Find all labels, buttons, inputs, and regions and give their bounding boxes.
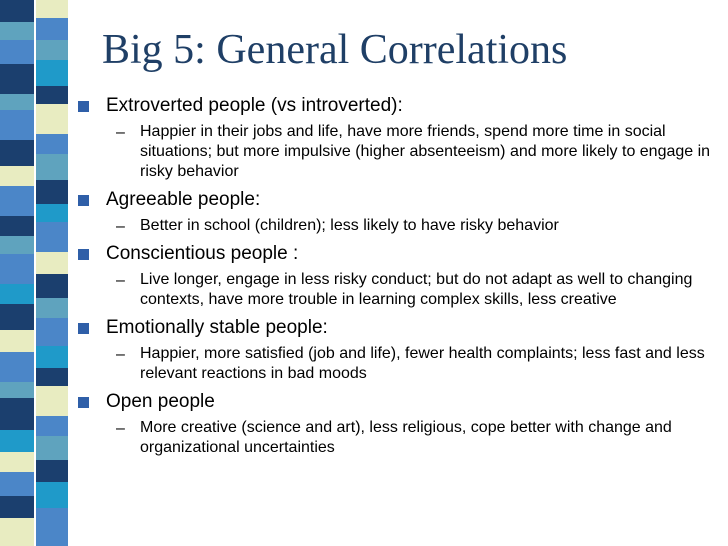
point-emotionally-stable (78, 316, 718, 384)
square-bullet-icon (78, 195, 89, 206)
stripe-block (0, 186, 34, 216)
stripe-block (0, 236, 34, 254)
sub-point (106, 270, 718, 310)
stripe-block (36, 274, 68, 298)
square-bullet-icon (78, 249, 89, 260)
stripe-block (36, 222, 68, 252)
stripe-block (36, 18, 68, 40)
sub-point-text: More creative (science and art), less religious, cope better with change and organizational uncertainties (140, 419, 672, 456)
stripe-block (0, 382, 34, 398)
stripe-block (36, 134, 68, 154)
stripe-block (0, 472, 34, 496)
point-conscientious (78, 242, 718, 310)
point-heading: Extroverted people (vs introverted): (106, 95, 403, 116)
stripe-block (36, 416, 68, 436)
dash-bullet-icon: – (116, 346, 125, 363)
sub-point-text: Happier, more satisfied (job and life), fewer health complaints; less fast and less relevant reactions in bad moods (140, 345, 705, 382)
stripe-block (0, 22, 34, 40)
stripe-block (0, 304, 34, 330)
stripe-block (0, 254, 34, 284)
sub-point-text: Better in school (children); less likely to have risky behavior (140, 217, 559, 234)
square-bullet-icon (78, 101, 89, 112)
point-heading: Conscientious people : (106, 243, 299, 264)
stripe-block (0, 0, 34, 22)
stripe-block (0, 40, 34, 64)
stripe-block (0, 352, 34, 382)
dash-bullet-icon: – (116, 272, 125, 289)
stripe-block (0, 284, 34, 304)
slide-content (78, 94, 718, 464)
stripe-block (0, 94, 34, 110)
stripe-block (36, 460, 68, 482)
square-bullet-icon (78, 397, 89, 408)
sub-point (106, 216, 718, 236)
point-open (78, 390, 718, 458)
stripe-block (36, 346, 68, 368)
sub-point-text: Happier in their jobs and life, have more friends, spend more time in social situations; but more impulsive (higher absenteeism) and more likely to engage in risky behavior (140, 123, 711, 180)
point-heading: Agreeable people: (106, 189, 261, 210)
stripe-block (36, 508, 68, 546)
stripe-block (36, 318, 68, 346)
stripe-block (36, 104, 68, 134)
stripe-block (36, 204, 68, 222)
dash-bullet-icon: – (116, 218, 125, 235)
stripe-block (36, 368, 68, 386)
stripe-column-right (36, 0, 68, 546)
slide-title: Big 5: General Correlations (102, 27, 568, 73)
point-heading: Open people (106, 391, 215, 412)
stripe-block (36, 180, 68, 204)
stripe-block (36, 298, 68, 318)
stripe-block (36, 386, 68, 416)
stripe-block (0, 452, 34, 472)
point-extroverted (78, 94, 718, 182)
stripe-block (0, 140, 34, 166)
stripe-block (36, 86, 68, 104)
stripe-block (36, 0, 68, 18)
sub-point (106, 418, 718, 458)
sub-point-text: Live longer, engage in less risky conduct; but do not adapt as well to changing contexts, have more trouble in learning complex skills, less creative (140, 271, 693, 308)
stripe-block (0, 496, 34, 518)
dash-bullet-icon: – (116, 420, 125, 437)
dash-bullet-icon: – (116, 124, 125, 141)
stripe-block (36, 60, 68, 86)
stripe-block (0, 330, 34, 352)
stripe-block (36, 154, 68, 180)
stripe-block (36, 436, 68, 460)
stripe-block (0, 216, 34, 236)
stripe-block (0, 398, 34, 430)
point-heading: Emotionally stable people: (106, 317, 328, 338)
sub-point (106, 122, 718, 182)
stripe-block (36, 482, 68, 508)
stripe-block (0, 430, 34, 452)
stripe-block (36, 40, 68, 60)
decorative-stripe-border (0, 0, 70, 546)
stripe-block (0, 110, 34, 140)
stripe-block (0, 518, 34, 546)
stripe-block (0, 166, 34, 186)
sub-point (106, 344, 718, 384)
stripe-column-left (0, 0, 34, 546)
point-agreeable (78, 188, 718, 236)
stripe-block (36, 252, 68, 274)
stripe-block (0, 64, 34, 94)
square-bullet-icon (78, 323, 89, 334)
